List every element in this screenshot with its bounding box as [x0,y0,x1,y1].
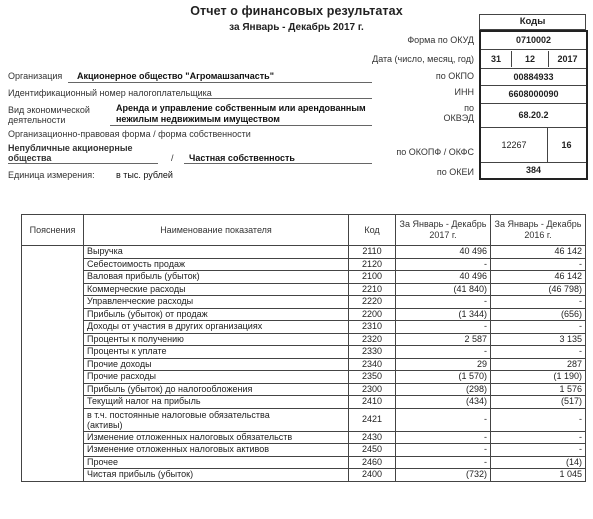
row-current: 40 496 [396,246,491,259]
table-row [22,321,586,334]
table-row [22,308,586,321]
row-code: 2350 [349,371,396,384]
activity-label-1: Вид экономической [8,105,90,115]
row-current: (1 344) [396,308,491,321]
row-previous: - [491,321,586,334]
row-code: 2200 [349,308,396,321]
row-current: (434) [396,396,491,409]
table-row [22,346,586,359]
row-code: 2320 [349,333,396,346]
table-row [22,283,586,296]
row-name: Прибыль (убыток) от продаж [84,308,349,321]
date-month: 12 [512,51,549,67]
row-code: 2310 [349,321,396,334]
report-title: Отчет о финансовых результатах [190,4,403,18]
okopf-value: 12267 [501,140,527,150]
row-name: Текущий налог на прибыль [84,396,349,409]
col-previous [491,215,586,246]
okved-value: 68.20.2 [518,110,549,120]
col-previous-line1: За Январь - Декабрь [494,219,582,229]
table-row [22,333,586,346]
row-previous: - [491,444,586,457]
table-row [22,383,586,396]
date-day: 31 [481,51,512,67]
table-row [22,444,586,457]
row-current: (732) [396,469,491,482]
col-code: Код [349,215,396,246]
slash-separator: / [171,153,174,163]
units-label: Единица измерения: [8,170,95,180]
table-row [22,469,586,482]
row-previous: (46 798) [491,283,586,296]
row-name: Изменение отложенных налоговых активов [84,444,349,457]
organization-value: Акционерное общество "Агромашзапчасть" [77,71,274,81]
activity-value-2: нежилым недвижимым имуществом [116,114,280,124]
row-current: (41 840) [396,283,491,296]
row-previous: - [491,296,586,309]
row-code: 2100 [349,271,396,284]
row-current: 29 [396,358,491,371]
row-name-line1: в т.ч. постоянные налоговые обязательства [87,409,270,420]
row-previous: 287 [491,358,586,371]
table-row [22,258,586,271]
codes-header: Коды [479,14,586,30]
okopf-label: по ОКОПФ / ОКФС [396,147,474,157]
table-row [22,456,586,469]
inn-label: ИНН [454,87,474,97]
units-value: в тыс. рублей [116,170,173,180]
row-code: 2210 [349,283,396,296]
col-previous-line2: 2016 г. [524,230,552,240]
row-name: Изменение отложенных налоговых обязательств [84,431,349,444]
row-code: 2400 [349,469,396,482]
okpo-value: 00884933 [513,72,554,82]
row-name: Коммерческие расходы [84,283,349,296]
activity-value-1: Аренда и управление собственным или арендованным [116,103,366,113]
row-previous: - [491,346,586,359]
row-name: Проценты к получению [84,333,349,346]
okud-label: Форма по ОКУД [407,35,474,45]
legal-form-value-1: Непубличные акционерные [8,143,133,153]
row-code: 2460 [349,456,396,469]
row-name: Прочее [84,456,349,469]
table-row [22,371,586,384]
row-current: (1 570) [396,371,491,384]
table-row [22,358,586,371]
okpo-label: по ОКПО [435,71,474,81]
row-code: 2450 [349,444,396,457]
row-previous: 1 045 [491,469,586,482]
row-code: 2120 [349,258,396,271]
okud-value: 0710002 [515,35,552,45]
row-name: Управленческие расходы [84,296,349,309]
row-name: Прочие доходы [84,358,349,371]
row-code: 2421 [349,408,396,431]
row-current: (298) [396,383,491,396]
row-current: - [396,321,491,334]
row-current: - [396,431,491,444]
row-previous: (656) [491,308,586,321]
row-current: 2 587 [396,333,491,346]
col-current-line1: За Январь - Декабрь [399,219,487,229]
row-name: Выручка [84,246,349,259]
row-current: - [396,456,491,469]
explanations-cell [22,246,84,482]
col-current-line2: 2017 г. [429,230,457,240]
row-name: Валовая прибыль (убыток) [84,271,349,284]
report-period: за Январь - Декабрь 2017 г. [229,22,364,33]
row-code: 2340 [349,358,396,371]
row-name: Проценты к уплате [84,346,349,359]
row-previous: - [491,258,586,271]
row-previous: (1 190) [491,371,586,384]
row-current: - [396,296,491,309]
table-header-row [22,215,586,246]
row-current: - [396,258,491,271]
col-current [396,215,491,246]
row-current: - [396,444,491,457]
inn-value: 6608000090 [508,89,559,99]
row-previous: 1 576 [491,383,586,396]
row-code: 2220 [349,296,396,309]
table-row [22,431,586,444]
row-code: 2110 [349,246,396,259]
row-current: - [396,408,491,431]
row-previous: - [491,431,586,444]
table-row [22,246,586,259]
row-name [84,408,349,431]
organization-label: Организация [8,71,63,81]
row-previous: (517) [491,396,586,409]
legal-form-label: Организационно-правовая форма / форма собственности [8,129,251,139]
row-previous: 3 135 [491,333,586,346]
row-code: 2410 [349,396,396,409]
row-name: Чистая прибыль (убыток) [84,469,349,482]
inn-title: Идентификационный номер налогоплательщика [8,88,212,98]
okei-label: по ОКЕИ [436,167,474,177]
row-code: 2430 [349,431,396,444]
okei-value: 384 [525,165,542,175]
row-name-line2: (активы) [87,419,123,430]
okved-label-2: ОКВЭД [443,113,474,123]
col-explanations: Пояснения [22,215,84,246]
row-name: Доходы от участия в других организациях [84,321,349,334]
financial-results-table [21,214,586,482]
row-previous: 46 142 [491,246,586,259]
table-row [22,396,586,409]
row-name: Прочие расходы [84,371,349,384]
ownership-value: Частная собственность [189,153,295,163]
col-indicator: Наименование показателя [84,215,349,246]
row-code: 2300 [349,383,396,396]
row-name: Прибыль (убыток) до налогообложения [84,383,349,396]
row-previous: - [491,408,586,431]
row-previous: 46 142 [491,271,586,284]
legal-form-value-2: общества [8,153,52,163]
activity-label-2: деятельности [8,115,66,125]
table-row [22,271,586,284]
date-label: Дата (число, месяц, год) [372,54,474,64]
row-current: - [396,346,491,359]
date-year: 2017 [557,54,578,64]
codes-box [479,30,588,180]
table-row [22,296,586,309]
row-current: 40 496 [396,271,491,284]
okfs-value: 16 [561,140,572,150]
row-name: Себестоимость продаж [84,258,349,271]
okved-label-1: по [464,103,474,113]
row-previous: (14) [491,456,586,469]
row-code: 2330 [349,346,396,359]
table-row [22,408,586,431]
